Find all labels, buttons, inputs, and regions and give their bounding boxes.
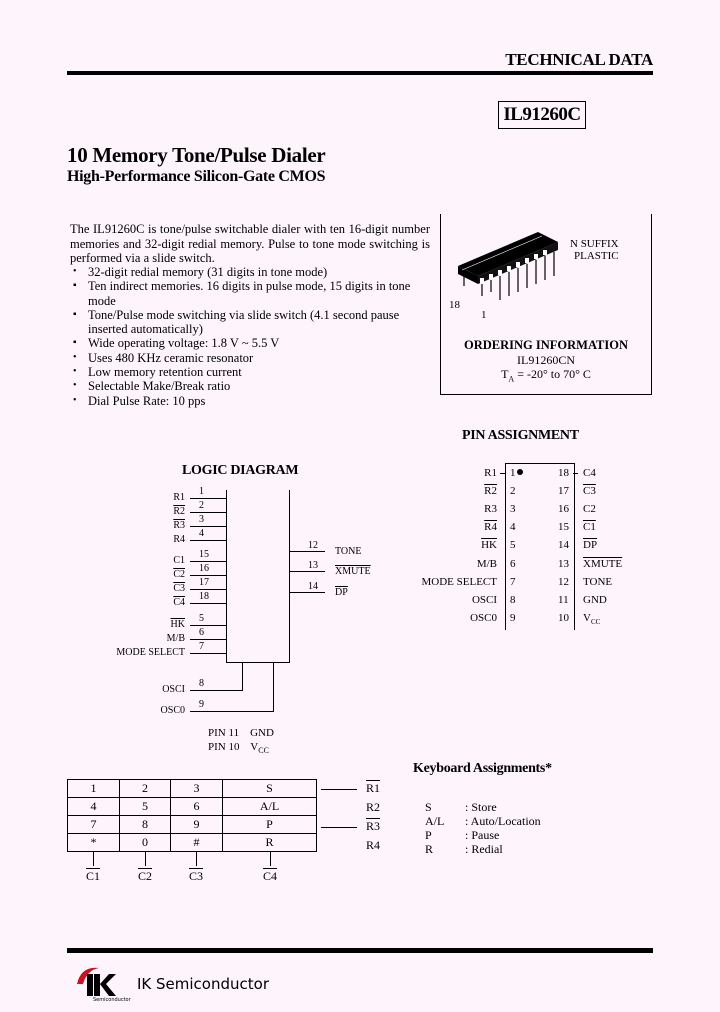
keypad-key: #	[171, 834, 223, 852]
keypad-col-label: C3	[189, 869, 204, 883]
input-label: C4	[173, 597, 185, 608]
input-line	[190, 690, 243, 691]
bullet-icon: •	[73, 394, 77, 406]
input-label: MODE SELECT	[116, 647, 185, 658]
input-pin-number: 16	[199, 563, 209, 574]
pin-name: $V_{CC}$	[583, 611, 601, 626]
keypad-row-label: R1	[366, 781, 381, 795]
osco-connector	[273, 662, 274, 712]
input-label: M/B	[166, 633, 185, 644]
pin-name: C1	[583, 521, 596, 534]
pin-number: 9	[510, 611, 516, 624]
pin-name: R1	[484, 467, 497, 479]
feature-item: • Dial Pulse Rate: 10 pps	[73, 393, 206, 408]
keypad-row-label: R4	[366, 838, 381, 852]
col-connector-line	[270, 852, 271, 866]
pin10-note: PIN 10 $V_{CC}$	[208, 741, 269, 756]
feature-item: • Low memory retention current	[73, 365, 242, 380]
input-line	[190, 603, 227, 604]
pin-name: C4	[583, 467, 596, 479]
pin-name: OSCI	[471, 593, 497, 606]
bottom-rule	[67, 948, 653, 953]
keypad-key: 3	[171, 780, 223, 798]
input-line	[190, 653, 227, 654]
pin-name: R3	[484, 503, 497, 516]
input-label: C2	[173, 569, 185, 580]
keypad-key: 7	[68, 816, 120, 834]
input-pin-number: 7	[199, 641, 204, 652]
output-label: TONE	[335, 546, 362, 557]
ordering-info-title: ORDERING INFORMATION	[463, 338, 628, 352]
input-pin-number: 1	[199, 486, 204, 497]
bullet-icon: ▪	[73, 280, 77, 292]
feature-item: ▪ Wide operating voltage: 1.8 V ~ 5.5 V	[73, 336, 280, 351]
input-label: C3	[173, 583, 185, 594]
page-title: 10 Memory Tone/Pulse Dialer	[67, 143, 326, 167]
pin-name: C3	[583, 485, 596, 498]
pin-number: 3	[510, 503, 516, 516]
pin-number: 6	[510, 557, 516, 570]
keypad-row	[68, 798, 317, 816]
pin-number: 5	[510, 539, 516, 552]
pin-number: 1	[510, 467, 516, 479]
svg-text:Semiconductor: Semiconductor	[93, 997, 131, 1002]
bullet-icon: •	[73, 351, 77, 363]
pin-name: C2	[583, 503, 596, 516]
input-line	[190, 625, 227, 626]
input-line	[190, 589, 227, 590]
input-pin-number: 5	[199, 613, 204, 624]
input-pin-number: 6	[199, 627, 204, 638]
input-label: OSC0	[160, 705, 185, 716]
feature-item: • Selectable Make/Break ratio	[73, 379, 231, 394]
pin-number: 13	[558, 557, 569, 570]
keypad-row	[68, 780, 317, 798]
ik-logo-icon	[75, 962, 135, 1002]
keypad-key: 1	[68, 780, 120, 798]
output-pin-number: 14	[308, 581, 318, 592]
pin-name: GND	[583, 593, 607, 606]
input-label: R3	[173, 520, 185, 531]
input-line	[190, 512, 227, 513]
keypad-matrix	[67, 779, 317, 852]
bullet-icon: •	[73, 380, 77, 392]
input-pin-number: 9	[199, 699, 204, 710]
pin18-label: 18	[449, 299, 460, 311]
input-label: R2	[173, 506, 185, 517]
col-connector-line	[196, 852, 197, 866]
pin1-label: 1	[481, 309, 487, 321]
page-subtitle: High-Performance Silicon-Gate CMOS	[67, 168, 326, 185]
pin-name: M/B	[476, 557, 497, 570]
input-line	[190, 561, 227, 562]
dip-package-icon	[450, 228, 570, 308]
logic-diagram-title: LOGIC DIAGRAM	[182, 463, 299, 478]
logic-box-left	[226, 490, 227, 662]
ordering-temperature: $T_A = -20^\circ$ to 70° C	[501, 367, 591, 384]
input-pin-number: 4	[199, 528, 204, 539]
input-label: R1	[173, 492, 185, 503]
pin1-tick	[500, 473, 505, 474]
logic-box-right	[289, 490, 290, 662]
keypad-key: A/L	[223, 798, 317, 816]
package-suffix: N SUFFIX PLASTIC	[570, 238, 619, 262]
keypad-key: S	[223, 780, 317, 798]
row-connector-line	[321, 827, 357, 828]
bullet-icon: •	[73, 366, 77, 378]
input-line	[190, 540, 227, 541]
output-line	[289, 592, 325, 593]
keypad-key: *	[68, 834, 120, 852]
pin-name: XMUTE	[583, 557, 623, 570]
keypad-key: 0	[120, 834, 171, 852]
pin-name: R2	[484, 485, 497, 498]
keypad-key: 2	[120, 780, 171, 798]
pin-number: 14	[558, 539, 569, 552]
input-label: R4	[173, 534, 185, 545]
keyboard-assignments-title: Keyboard Assignments*	[413, 761, 552, 776]
bullet-icon: ▪	[73, 308, 77, 320]
input-line	[190, 639, 227, 640]
pin-name: R4	[484, 521, 497, 534]
col-connector-line	[145, 852, 146, 866]
keypad-row	[68, 834, 317, 852]
logic-box-bottom	[226, 662, 290, 663]
keyboard-assignment-item: S : Store	[425, 800, 497, 814]
pin-name: TONE	[583, 575, 613, 588]
output-line	[289, 551, 325, 552]
keypad-key: P	[223, 816, 317, 834]
output-pin-number: 13	[308, 560, 318, 571]
bullet-icon: ▪	[73, 337, 77, 349]
input-label: C1	[173, 555, 185, 566]
input-pin-number: 3	[199, 514, 204, 525]
keyboard-assignment-item: P : Pause	[425, 828, 500, 842]
top-rule	[67, 71, 653, 75]
ordering-part-number: IL91260CN	[517, 353, 575, 367]
input-line	[190, 526, 227, 527]
pin-number: 2	[510, 485, 516, 498]
keypad-key: 4	[68, 798, 120, 816]
pin-number: 4	[510, 521, 516, 534]
keypad-col-label: C4	[263, 869, 278, 883]
keypad-col-label: C2	[138, 869, 153, 883]
osci-connector	[242, 662, 243, 691]
feature-list	[70, 265, 430, 408]
input-label: OSCI	[162, 684, 185, 695]
pin11-note: PIN 11 GND	[208, 727, 274, 739]
feature-item: • 32-digit redial memory (31 digits in tone mode)	[73, 265, 328, 279]
input-line	[190, 575, 227, 576]
pin-number: 7	[510, 575, 516, 588]
input-pin-number: 2	[199, 500, 204, 511]
pin-name: $\overline{HK}$	[481, 539, 497, 552]
input-line	[190, 498, 227, 499]
bullet-icon: •	[73, 266, 77, 277]
output-label: $\overline{DP}$	[335, 587, 348, 598]
input-pin-number: 18	[199, 591, 209, 602]
pin-number: 10	[558, 611, 569, 624]
pin-number: 15	[558, 521, 569, 534]
keyboard-assignment-item: A/L : Auto/Location	[425, 814, 541, 828]
keypad-col-label: C1	[86, 869, 101, 883]
pin-number: 12	[558, 575, 569, 588]
input-pin-number: 8	[199, 678, 204, 689]
input-line	[190, 711, 274, 712]
input-pin-number: 17	[199, 577, 209, 588]
col-connector-line	[93, 852, 94, 866]
keypad-row	[68, 816, 317, 834]
feature-item: ▪ Ten indirect memories. 16 digits in pulse mode, 15 digits in tone mode	[73, 279, 411, 308]
keypad-key: R	[223, 834, 317, 852]
output-pin-number: 12	[308, 540, 318, 551]
pin-number: 8	[510, 593, 516, 606]
pin-number: 16	[558, 503, 569, 516]
pin-name: $\overline{DP}$	[583, 539, 598, 552]
part-number-box: IL91260C	[498, 101, 586, 129]
row-connector-line	[321, 789, 357, 790]
feature-item: ▪ Tone/Pulse mode switching via slide switch (4.1 second pause inserted automatically)	[73, 307, 400, 337]
section-label: TECHNICAL DATA	[505, 50, 653, 69]
output-label: XMUTE	[335, 566, 371, 577]
keyboard-assignment-item: R : Redial	[425, 842, 503, 856]
keypad-row-label: R2	[366, 800, 381, 814]
input-pin-number: 15	[199, 549, 209, 560]
pin-number: 17	[558, 485, 569, 498]
pin-name: MODE SELECT	[421, 575, 497, 588]
pin-number: 18	[558, 467, 569, 479]
input-label: $\overline{HK}$	[170, 619, 185, 630]
keypad-row-label: R3	[366, 819, 381, 833]
company-name: IK Semiconductor	[137, 975, 269, 993]
feature-item: • Uses 480 KHz ceramic resonator	[73, 350, 254, 365]
output-line	[289, 571, 325, 572]
pin-number: 11	[558, 593, 569, 606]
keypad-key: 9	[171, 816, 223, 834]
keypad-key: 8	[120, 816, 171, 834]
pin-assignment-title: PIN ASSIGNMENT	[462, 428, 579, 443]
keypad-key: 6	[171, 798, 223, 816]
keypad-key: 5	[120, 798, 171, 816]
description: The IL91260C is tone/pulse switchable dialer with ten 16-digit number memories and 32-digit redial memory. Pulse to tone mode switching is performed via a slide switch.	[70, 222, 430, 265]
pin-name: OSC0	[470, 611, 497, 624]
